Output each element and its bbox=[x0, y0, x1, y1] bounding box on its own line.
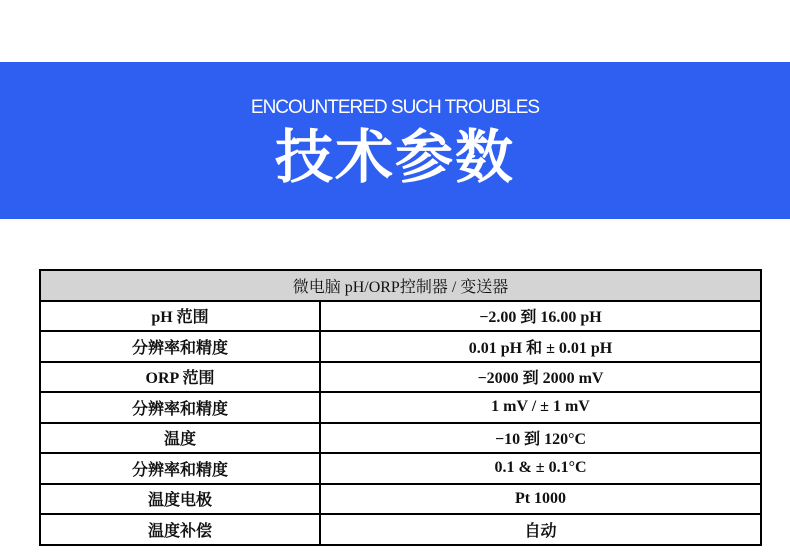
spec-name: pH 范围 bbox=[40, 301, 320, 332]
spec-value: 0.1 & ± 0.1°C bbox=[320, 453, 761, 484]
banner-title: 技术参数 bbox=[274, 123, 515, 191]
table-row bbox=[40, 453, 761, 484]
table-row bbox=[40, 423, 761, 454]
spec-value: −2.00 到 16.00 pH bbox=[320, 301, 761, 332]
table-row bbox=[40, 362, 761, 393]
spec-name: 分辨率和精度 bbox=[40, 453, 320, 484]
spec-name: 温度补偿 bbox=[40, 514, 320, 545]
table-header: 微电脑 pH/ORP控制器 / 变送器 bbox=[40, 270, 761, 301]
spec-name: ORP 范围 bbox=[40, 362, 320, 393]
table-header-row bbox=[40, 270, 761, 301]
spec-value: 1 mV / ± 1 mV bbox=[320, 392, 761, 423]
spec-name: 分辨率和精度 bbox=[40, 392, 320, 423]
banner-subtitle: ENCOUNTERED SUCH TROUBLES bbox=[250, 97, 540, 118]
table-row bbox=[40, 331, 761, 362]
banner bbox=[0, 62, 790, 219]
spec-table bbox=[39, 269, 762, 546]
spec-value: −10 到 120°C bbox=[320, 423, 761, 454]
spec-value: Pt 1000 bbox=[320, 484, 761, 515]
spec-name: 温度电极 bbox=[40, 484, 320, 515]
table-row bbox=[40, 514, 761, 545]
spec-value: −2000 到 2000 mV bbox=[320, 362, 761, 393]
spec-value: 0.01 pH 和 ± 0.01 pH bbox=[320, 331, 761, 362]
table-row bbox=[40, 301, 761, 332]
table-row bbox=[40, 484, 761, 515]
table-row bbox=[40, 392, 761, 423]
spec-name: 温度 bbox=[40, 423, 320, 454]
spec-name: 分辨率和精度 bbox=[40, 331, 320, 362]
spec-value: 自动 bbox=[320, 514, 761, 545]
